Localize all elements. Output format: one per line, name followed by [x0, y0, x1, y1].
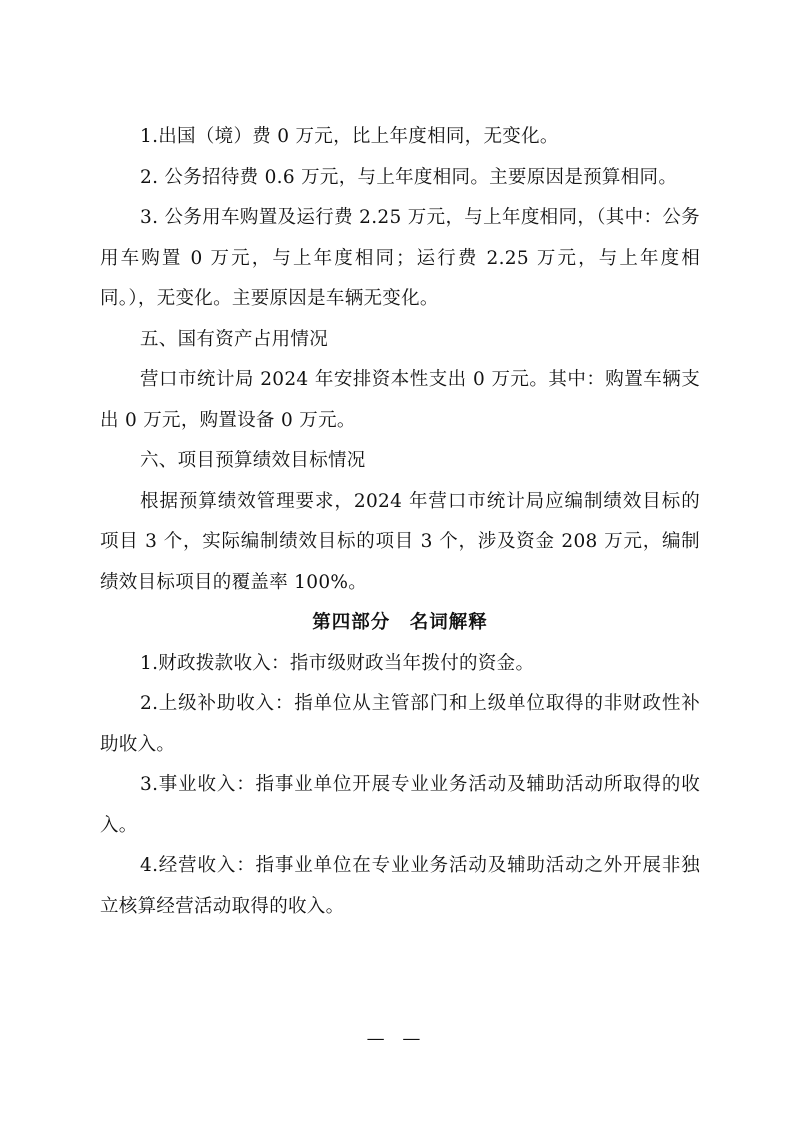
glossary-item-superior-subsidy: 2.上级补助收入：指单位从主管部门和上级单位取得的非财政性补助收入。 [100, 693, 700, 755]
section-heading-performance-targets: 六、项目预算绩效目标情况 [140, 450, 366, 471]
paragraph-performance-targets: 根据预算绩效管理要求，2024 年营口市统计局应编制绩效目标的项目 3 个，实际编制绩效目标的项目 3 个，涉及资金 208 万元，编制绩效目标项目的覆盖率 100%。 [100, 490, 700, 593]
paragraph-outbound-travel-fee: 1.出国（境）费 0 万元，比上年度相同，无变化。 [140, 126, 559, 147]
document-body [100, 117, 700, 927]
part-heading-glossary: 第四部分 名词解释 [312, 612, 488, 633]
section-heading-state-assets: 五、国有资产占用情况 [140, 328, 329, 350]
paragraph-reception-fee: 2. 公务招待费 0.6 万元，与上年度相同。主要原因是预算相同。 [140, 166, 678, 188]
paragraph-state-assets: 营口市统计局 2024 年安排资本性支出 0 万元。其中：购置车辆支出 0 万元，购置设备 0 万元。 [100, 369, 700, 431]
glossary-item-operating-income: 4.经营收入：指事业单位在专业业务活动及辅助活动之外开展非独立核算经营活动取得的收入。 [100, 855, 700, 917]
page-number: — — [366, 1028, 427, 1049]
glossary-item-business-income: 3.事业收入：指事业单位开展专业业务活动及辅助活动所取得的收入。 [100, 774, 700, 836]
paragraph-vehicle-fee: 3. 公务用车购置及运行费 2.25 万元，与上年度相同，（其中：公务用车购置 0 万元，与上年度相同；运行费 2.25 万元，与上年度相同。），无变化。主要原因是车辆无变化。 [100, 207, 700, 309]
glossary-item-fiscal-appropriation: 1.财政拨款收入：指市级财政当年拨付的资金。 [140, 652, 535, 674]
